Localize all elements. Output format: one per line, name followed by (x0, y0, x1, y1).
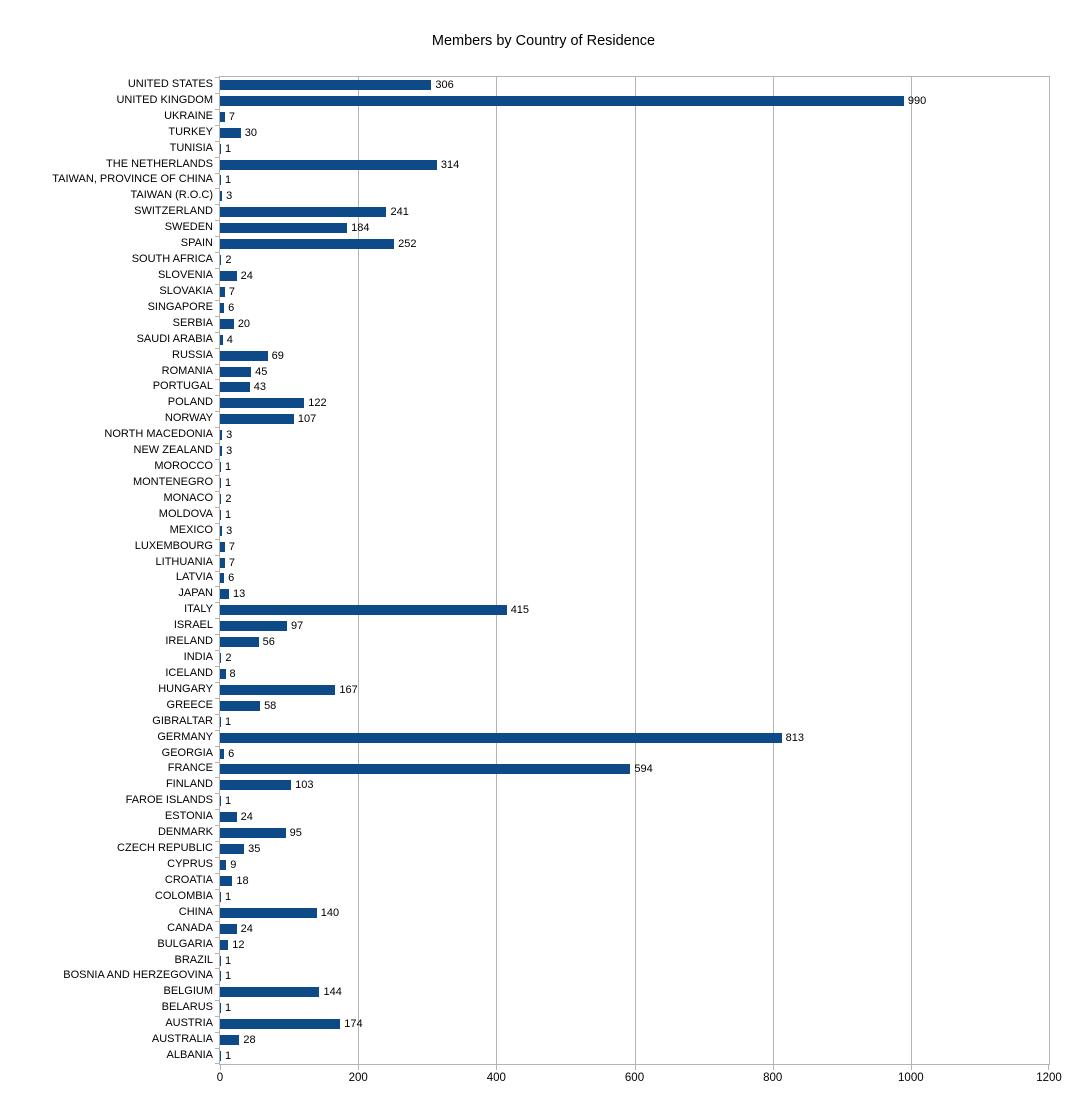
value-label: 69 (271, 349, 284, 362)
y-axis-tick (215, 714, 220, 715)
value-label: 813 (785, 731, 804, 744)
category-label: NORWAY (164, 412, 213, 425)
category-label: UNITED STATES (127, 77, 213, 90)
value-label: 2 (225, 652, 232, 665)
category-label: TUNISIA (169, 141, 213, 154)
y-axis-tick (215, 157, 220, 158)
y-axis-tick (215, 427, 220, 428)
bar (220, 160, 437, 170)
y-axis-tick (215, 316, 220, 317)
category-label: LITHUANIA (155, 555, 213, 568)
y-axis-tick (215, 1048, 220, 1049)
value-label: 7 (228, 556, 235, 569)
category-label: RUSSIA (172, 348, 213, 361)
bar (220, 223, 347, 233)
y-axis-tick (215, 571, 220, 572)
bar (220, 207, 386, 217)
chart-title: Members by Country of Residence (431, 33, 656, 49)
value-label: 241 (390, 206, 409, 219)
bar (220, 239, 394, 249)
bar (220, 414, 294, 424)
bar (220, 764, 630, 774)
bar (220, 573, 224, 583)
y-axis-tick (215, 905, 220, 906)
y-axis-tick (215, 93, 220, 94)
y-axis-tick (215, 937, 220, 938)
x-tick-label: 800 (763, 1072, 783, 1084)
category-label: SAUDI ARABIA (136, 332, 213, 345)
bar (220, 796, 221, 806)
bar (220, 828, 286, 838)
value-label: 4 (226, 333, 233, 346)
category-label: NORTH MACEDONIA (104, 428, 213, 441)
x-axis-tick (358, 1065, 359, 1070)
bar (220, 876, 232, 886)
bar (220, 510, 221, 520)
y-axis-tick (215, 1000, 220, 1001)
value-label: 12 (232, 938, 245, 951)
bar (220, 749, 224, 759)
y-axis-tick (215, 188, 220, 189)
value-label: 1 (225, 461, 232, 474)
value-label: 2 (225, 254, 232, 267)
bar (220, 303, 224, 313)
value-label: 3 (226, 190, 233, 203)
bar (220, 287, 225, 297)
value-label: 122 (308, 397, 327, 410)
bar (220, 462, 221, 472)
category-label: SLOVENIA (157, 268, 213, 281)
category-label: BRAZIL (174, 953, 213, 966)
category-label: BOSNIA AND HERZEGOVINA (63, 969, 213, 982)
value-label: 18 (236, 874, 249, 887)
category-label: CHINA (178, 905, 213, 918)
category-label: BULGARIA (157, 937, 213, 950)
value-label: 184 (351, 222, 370, 235)
y-axis-tick (215, 793, 220, 794)
value-label: 3 (226, 445, 233, 458)
y-axis-tick (215, 475, 220, 476)
bar (220, 589, 229, 599)
value-label: 7 (228, 540, 235, 553)
bar (220, 1003, 221, 1013)
y-axis-tick (215, 730, 220, 731)
value-label: 45 (255, 365, 268, 378)
y-axis-tick (215, 443, 220, 444)
bar (220, 128, 241, 138)
y-axis-tick (215, 491, 220, 492)
category-label: BELGIUM (163, 985, 213, 998)
bar (220, 733, 782, 743)
y-axis-tick (215, 1032, 220, 1033)
y-axis-tick (215, 507, 220, 508)
value-label: 6 (228, 572, 235, 585)
bar (220, 892, 221, 902)
value-label: 8 (229, 667, 236, 680)
y-axis-tick (215, 809, 220, 810)
y-axis-tick (215, 825, 220, 826)
bar (220, 112, 225, 122)
y-axis-tick (215, 1063, 220, 1064)
bar (220, 319, 234, 329)
gridline (911, 77, 912, 1064)
bar (220, 780, 291, 790)
bar (220, 653, 221, 663)
value-label: 174 (344, 1018, 363, 1031)
x-axis-tick (220, 1065, 221, 1070)
category-label: AUSTRALIA (151, 1033, 213, 1046)
bar (220, 924, 237, 934)
value-label: 7 (228, 285, 235, 298)
category-label: HUNGARY (158, 682, 213, 695)
value-label: 1 (225, 174, 232, 187)
y-axis-tick (215, 539, 220, 540)
category-label: GIBRALTAR (152, 714, 213, 727)
category-label: LUXEMBOURG (134, 539, 213, 552)
y-axis-tick (215, 682, 220, 683)
category-label: IRELAND (165, 635, 213, 648)
bar (220, 1051, 221, 1061)
value-label: 1 (225, 954, 232, 967)
value-label: 594 (634, 763, 653, 776)
category-label: GREECE (166, 698, 213, 711)
y-axis-tick (215, 841, 220, 842)
category-label: ITALY (184, 603, 213, 616)
value-label: 13 (232, 588, 246, 601)
y-axis-tick (215, 523, 220, 524)
y-axis-tick (215, 968, 220, 969)
bar (220, 669, 226, 679)
category-label: BELARUS (161, 1001, 213, 1014)
y-axis-tick (215, 984, 220, 985)
y-axis-tick (215, 555, 220, 556)
category-label: FAROE ISLANDS (125, 794, 213, 807)
category-label: ICELAND (165, 666, 213, 679)
category-label: CZECH REPUBLIC (117, 842, 213, 855)
category-label: LATVIA (175, 571, 213, 584)
value-label: 167 (339, 683, 358, 696)
value-label: 415 (510, 604, 530, 617)
value-label: 140 (320, 906, 340, 919)
value-label: 3 (226, 429, 233, 442)
category-label: MONACO (163, 491, 213, 504)
y-axis-tick (215, 252, 220, 253)
value-label: 3 (226, 524, 233, 537)
category-label: GEORGIA (161, 746, 213, 759)
value-label: 1 (225, 795, 232, 808)
y-axis-tick (215, 411, 220, 412)
value-label: 6 (228, 301, 235, 314)
bar (220, 812, 237, 822)
category-label: ESTONIA (164, 810, 213, 823)
value-label: 24 (240, 269, 253, 282)
category-label: COLOMBIA (154, 889, 213, 902)
category-label: POLAND (167, 396, 213, 409)
value-label: 56 (262, 636, 275, 649)
y-axis-tick (215, 857, 220, 858)
category-label: MOROCCO (154, 460, 213, 473)
category-label: MEXICO (169, 523, 213, 536)
y-axis-tick (215, 650, 220, 651)
value-label: 1 (225, 508, 232, 521)
x-axis-tick (1048, 1065, 1049, 1070)
y-axis-tick (215, 284, 220, 285)
category-label: THE NETHERLANDS (106, 157, 213, 170)
bar (220, 987, 319, 997)
y-axis-tick (215, 762, 220, 763)
value-label: 30 (244, 126, 257, 139)
bar (220, 621, 287, 631)
value-label: 1 (225, 1002, 232, 1015)
y-axis-tick (215, 666, 220, 667)
bar (220, 717, 221, 727)
bar (220, 144, 221, 154)
y-axis-tick (215, 634, 220, 635)
bar (220, 446, 222, 456)
bar (220, 558, 225, 568)
y-axis-tick (215, 953, 220, 954)
y-axis-tick (215, 889, 220, 890)
gridline (773, 77, 774, 1064)
bar (220, 542, 225, 552)
bar (220, 430, 222, 440)
y-axis-tick (215, 268, 220, 269)
category-label: PORTUGAL (152, 380, 213, 393)
category-label: MOLDOVA (158, 507, 213, 520)
bar (220, 80, 431, 90)
category-label: MONTENEGRO (132, 475, 213, 488)
value-label: 58 (264, 699, 277, 712)
category-label: INDIA (183, 651, 213, 664)
bar (220, 191, 222, 201)
value-label: 990 (907, 94, 927, 107)
category-label: AUSTRIA (165, 1017, 213, 1030)
category-label: SERBIA (172, 316, 213, 329)
x-axis-tick (773, 1065, 774, 1070)
value-label: 1 (225, 890, 232, 903)
category-label: TAIWAN, PROVINCE OF CHINA (52, 173, 213, 186)
gridline (635, 77, 636, 1064)
bar (220, 940, 228, 950)
value-label: 28 (243, 1034, 256, 1047)
category-label: TAIWAN (R.O.C) (130, 189, 213, 202)
value-label: 6 (228, 747, 235, 760)
y-axis-tick (215, 379, 220, 380)
y-axis-labels (0, 76, 213, 1065)
bar (220, 1035, 239, 1045)
value-label: 144 (323, 986, 342, 999)
y-axis-tick (215, 459, 220, 460)
category-label: SPAIN (180, 237, 213, 250)
bar (220, 971, 221, 981)
bar (220, 96, 904, 106)
category-label: SWEDEN (164, 221, 213, 234)
bar (220, 351, 268, 361)
bar (220, 956, 221, 966)
category-label: TURKEY (168, 125, 213, 138)
bar (220, 271, 237, 281)
bar (220, 494, 221, 504)
category-label: SLOVAKIA (159, 284, 213, 297)
y-axis-tick (215, 395, 220, 396)
category-label: UKRAINE (164, 109, 213, 122)
category-label: NEW ZEALAND (133, 444, 213, 457)
y-axis-tick (215, 746, 220, 747)
value-label: 1 (225, 715, 232, 728)
category-label: GERMANY (157, 730, 213, 743)
x-tick-label: 400 (486, 1072, 506, 1084)
category-label: ISRAEL (173, 619, 213, 632)
y-axis-tick (215, 109, 220, 110)
x-axis-tick (911, 1065, 912, 1070)
bar (220, 367, 251, 377)
y-axis-tick (215, 1016, 220, 1017)
bar (220, 478, 221, 488)
bar (220, 335, 223, 345)
y-axis-tick (215, 300, 220, 301)
category-label: JAPAN (178, 587, 213, 600)
y-axis-tick (215, 348, 220, 349)
x-tick-label: 1200 (1036, 1072, 1062, 1084)
category-label: UNITED KINGDOM (116, 93, 213, 106)
bar (220, 860, 226, 870)
x-axis-tick (496, 1065, 497, 1070)
value-label: 107 (297, 413, 317, 426)
value-label: 306 (435, 78, 454, 91)
value-label: 1 (225, 970, 232, 983)
value-label: 7 (228, 110, 235, 123)
value-label: 24 (240, 922, 253, 935)
x-tick-label: 600 (624, 1072, 645, 1084)
value-label: 103 (295, 779, 314, 792)
plot-area (219, 76, 1050, 1065)
value-label: 35 (248, 843, 261, 856)
x-axis-tick (635, 1065, 636, 1070)
category-label: CYPRUS (167, 858, 213, 870)
x-tick-label: 1000 (898, 1072, 924, 1084)
y-axis-tick (215, 141, 220, 142)
y-axis-tick (215, 364, 220, 365)
bar (220, 1019, 340, 1029)
category-label: ROMANIA (161, 364, 213, 377)
y-axis-tick (215, 586, 220, 587)
category-label: FRANCE (167, 762, 213, 775)
value-label: 1 (225, 476, 232, 489)
value-label: 43 (253, 381, 266, 394)
y-axis-tick (215, 777, 220, 778)
value-label: 252 (398, 238, 417, 251)
y-axis-tick (215, 204, 220, 205)
bar (220, 844, 244, 854)
y-axis-tick (215, 618, 220, 619)
bar (220, 685, 335, 695)
category-label: ALBANIA (166, 1049, 213, 1062)
y-axis-tick (215, 125, 220, 126)
value-label: 24 (240, 811, 253, 824)
category-label: SOUTH AFRICA (131, 253, 213, 266)
bar (220, 382, 250, 392)
gridline (496, 77, 497, 1064)
category-label: FINLAND (165, 778, 213, 791)
y-axis-tick (215, 602, 220, 603)
bar (220, 398, 304, 408)
bar (220, 637, 259, 647)
x-tick-label: 0 (216, 1072, 224, 1084)
category-label: DENMARK (157, 826, 213, 839)
category-label: SWITZERLAND (134, 205, 213, 218)
category-label: CANADA (167, 921, 213, 934)
y-axis-tick (215, 220, 220, 221)
bar (220, 701, 260, 711)
value-label: 20 (237, 317, 251, 330)
value-label: 2 (225, 492, 232, 505)
x-tick-label: 200 (348, 1072, 368, 1084)
bar (220, 908, 317, 918)
category-label: CROATIA (164, 873, 213, 886)
y-axis-tick (215, 173, 220, 174)
y-axis-tick (215, 236, 220, 237)
bar (220, 605, 507, 615)
bar (220, 255, 221, 265)
value-label: 1 (225, 142, 232, 155)
value-label: 9 (230, 859, 237, 871)
value-label: 1 (225, 1050, 232, 1063)
y-axis-tick (215, 332, 220, 333)
bar (220, 175, 221, 185)
value-label: 314 (440, 158, 460, 171)
value-label: 95 (289, 827, 302, 840)
y-axis-tick (215, 698, 220, 699)
value-label: 97 (291, 620, 304, 633)
y-axis-tick (215, 921, 220, 922)
bar (220, 526, 222, 536)
y-axis-tick (215, 77, 220, 78)
y-axis-tick (215, 873, 220, 874)
category-label: SINGAPORE (147, 300, 213, 313)
